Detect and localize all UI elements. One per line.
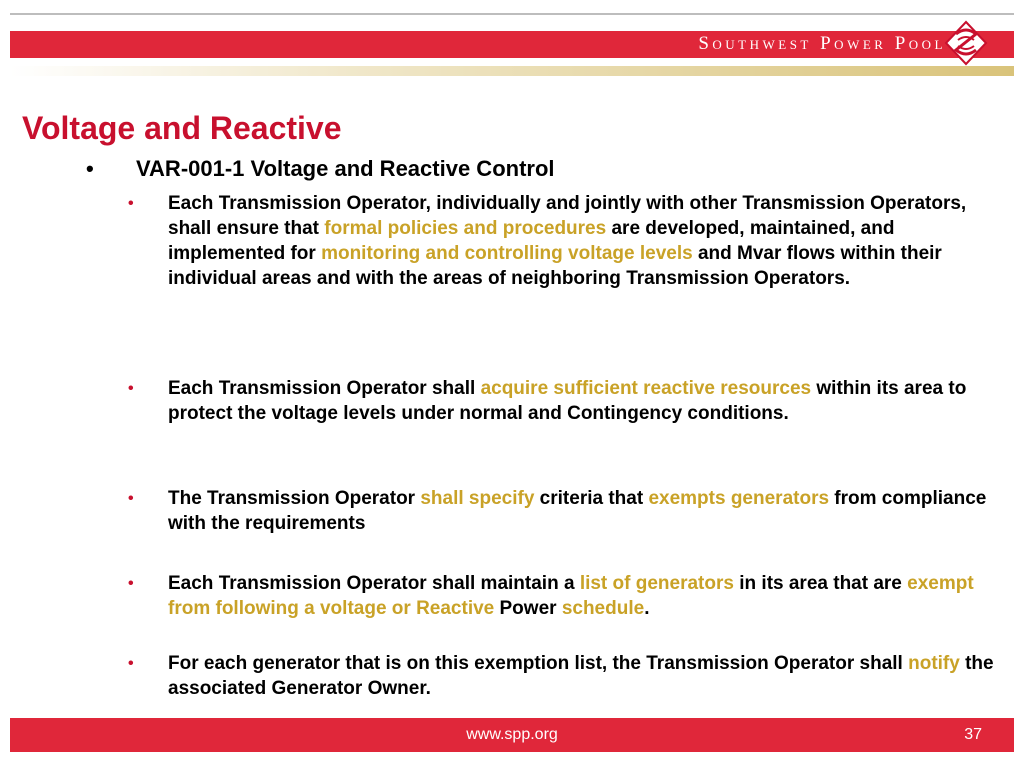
top-divider (10, 13, 1014, 15)
highlight-text: monitoring and controlling voltage levels (321, 243, 693, 264)
text-run: Power (494, 598, 562, 619)
text-run: Each Transmission Operator shall (168, 378, 481, 399)
bullet-dot-icon: • (128, 575, 134, 592)
text-run: Each Transmission Operator, individually and jointly with other Transmission Operators, shall ensure that (168, 193, 967, 239)
spp-logo-icon (944, 20, 988, 66)
page-number: 37 (964, 726, 982, 743)
highlight-text: list of generators (579, 573, 734, 594)
text-run: For each generator that is on this exemption list, the Transmission Operator shall (168, 653, 909, 674)
text-run: . (644, 598, 650, 619)
text-run: Each Transmission Operator shall maintain a (168, 573, 580, 594)
sub-bullet-text (168, 191, 998, 291)
footer-url: www.spp.org (466, 726, 558, 743)
sub-bullet-text (168, 571, 998, 621)
sub-bullet-text (168, 376, 998, 426)
slide-title: Voltage and Reactive (22, 110, 342, 146)
sub-bullet-text (168, 651, 998, 701)
highlight-text: notify (908, 653, 960, 674)
bullet-dot-icon: • (128, 655, 134, 672)
text-run: in its area that are (733, 573, 908, 594)
text-run: the associated Generator Owner. (168, 653, 994, 699)
brand-name: Southwest Power Pool (698, 33, 946, 54)
main-bullet (86, 156, 555, 182)
text-run: from compliance with the requirements (168, 488, 987, 534)
text-run: and Mvar flows within their individual areas and with the areas of neighboring Transmission Operators. (168, 243, 942, 289)
bullet-dot-icon: • (128, 490, 134, 507)
text-run: criteria that (534, 488, 649, 509)
bullet-dot-icon: • (128, 195, 134, 212)
highlight-text: shall specify (420, 488, 535, 509)
highlight-text: exempts generators (648, 488, 830, 509)
highlight-text: exempt from following a voltage or Reactive (168, 573, 974, 619)
text-run: The Transmission Operator (168, 488, 421, 509)
highlight-text: formal policies and procedures (324, 218, 607, 239)
footer-band (10, 718, 1014, 752)
text-run: within its area to protect the voltage levels under normal and Contingency conditions. (168, 378, 967, 424)
highlight-text: schedule (561, 598, 645, 619)
text-run: are developed, maintained, and implemented for (168, 218, 895, 264)
highlight-text: acquire sufficient reactive resources (480, 378, 812, 399)
main-bullet-text: VAR-001-1 Voltage and Reactive Control (136, 156, 555, 181)
bullet-dot-icon: • (86, 156, 94, 181)
sub-bullet-text (168, 486, 998, 536)
header-gradient-band (10, 66, 1014, 76)
bullet-dot-icon: • (128, 380, 134, 397)
